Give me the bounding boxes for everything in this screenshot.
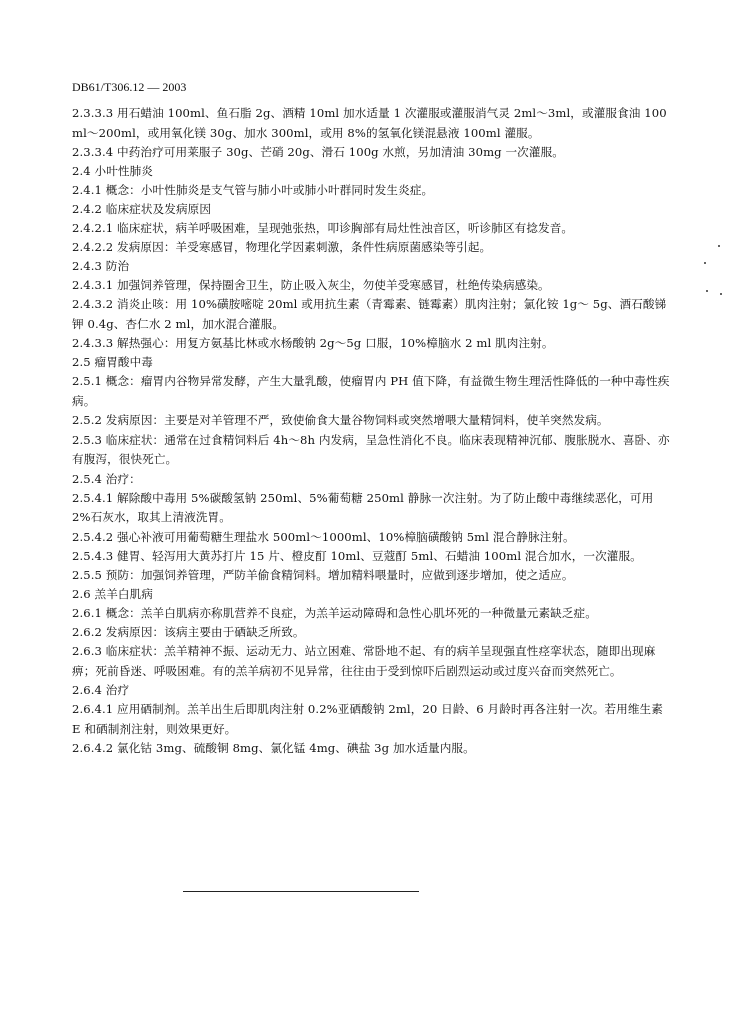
para-2-4-1: 2.4.1 概念：小叶性肺炎是支气管与肺小叶或肺小叶群同时发生炎症。	[72, 183, 434, 197]
para-2-5-4-1: 2.5.4.1 解除酸中毒用 5%碳酸氢钠 250ml、5%葡萄糖 250ml 静脉一次注射。为了防止酸中毒继续恶化，可用 2%石灰水，取其上清液洗胃。	[72, 490, 654, 524]
para-2-4-3-2: 2.4.3.2 消炎止咳：用 10%磺胺嘧啶 20ml 或用抗生素（青霉素、链霉素）肌肉注射；氯化铵 1g～ 5g、酒石酸锑钾 0.4g、杏仁水 2 ml，加水混合灌服。	[72, 297, 667, 331]
para-2-5-2: 2.5.2 发病原因：主要是对羊管理不严，致使偷食大量谷物饲料或突然增喂大量精饲料，使羊突然发病。	[72, 413, 609, 427]
standard-header: DB61/T306.12 — 2003	[72, 80, 187, 94]
heading-2-4-2: 2.4.2 临床症状及发病原因	[72, 202, 212, 216]
para-2-3-3-3: 2.3.3.3 用石蜡油 100ml、鱼石脂 2g、酒精 10ml 加水适量 1 次灌服或灌服消气灵 2ml～3ml，或灌服食油 100ml～200ml，或用氧化镁 30g、加水 300ml，或用 8%的氢氧化镁混悬液 100ml 灌服。	[72, 106, 667, 140]
scan-speck	[718, 245, 720, 247]
para-2-4-3-1: 2.4.3.1 加强饲养管理，保持圈舍卫生，防止吸入灰尘，勿使羊受寒感冒，杜绝传染病感染。	[72, 278, 550, 292]
scan-speck	[706, 290, 708, 292]
para-2-6-1: 2.6.1 概念：羔羊白肌病亦称肌营养不良症，为羔羊运动障碍和急性心肌坏死的一种微量元素缺乏症。	[72, 606, 597, 620]
heading-2-5-4: 2.5.4 治疗：	[72, 471, 141, 486]
para-2-3-3-4: 2.3.3.4 中药治疗可用莱服子 30g、芒硝 20g、滑石 100g 水煎，另加清油 30mg 一次灌服。	[72, 145, 564, 159]
para-2-5-1: 2.5.1 概念：瘤胃内谷物异常发酵，产生大量乳酸，使瘤胃内 PH 值下降，有益微生物生理活性降低的一种中毒性疾病。	[72, 374, 670, 408]
para-2-4-3-3: 2.4.3.3 解热强心：用复方氨基比林或水杨酸钠 2g～5g 口服，10%樟脑水 2 ml 肌肉注射。	[72, 336, 554, 350]
heading-2-6: 2.6 羔羊白肌病	[72, 587, 153, 601]
para-2-6-3: 2.6.3 临床症状：羔羊精神不振、运动无力、站立困难、常卧地不起、有的病羊呈现强直性痉挛状态，随即出现麻痹；死前昏迷、呼吸困难。有的羔羊病初不见异常，往往由于受到惊吓后剧烈运动或过度兴奋而突然死亡。	[72, 644, 656, 678]
heading-2-6-4: 2.6.4 治疗	[72, 683, 130, 697]
footer-rule	[183, 891, 419, 892]
scan-speck	[704, 262, 706, 264]
para-2-5-3: 2.5.3 临床症状：通常在过食精饲料后 4h～8h 内发病，呈急性消化不良。临床表现精神沉郁、腹胀脱水、喜卧、亦有腹泻，很快死亡。	[72, 432, 670, 466]
para-2-6-4-2: 2.6.4.2 氯化钴 3mg、硫酸铜 8mg、氯化锰 4mg、碘盐 3g 加水适量内服。	[72, 741, 475, 755]
para-2-6-4-1: 2.6.4.1 应用硒制剂。羔羊出生后即肌肉注射 0.2%亚硒酸钠 2ml，20 日龄、6 月龄时再各注射一次。若用维生素 E 和硒制剂注射，则效果更好。	[72, 702, 663, 736]
para-2-4-2-1: 2.4.2.1 临床症状，病羊呼吸困难，呈现弛张热，叩诊胸部有局灶性浊音区，听诊肺区有捻发音。	[72, 221, 574, 235]
para-2-5-5: 2.5.5 预防：加强饲养管理，严防羊偷食精饲料。增加精料喂量时，应做到逐步增加，使之适应。	[72, 568, 574, 582]
para-2-4-2-2: 2.4.2.2 发病原因：羊受寒感冒，物理化学因素刺激，条件性病原菌感染等引起。	[72, 240, 492, 254]
para-2-5-4-3: 2.5.4.3 健胃、轻泻用大黄苏打片 15 片、橙皮酊 10ml、豆蔻酊 5ml、石蜡油 100ml 混合加水，一次灌服。	[72, 548, 642, 563]
para-2-5-4-2: 2.5.4.2 强心补液可用葡萄糖生理盐水 500ml～1000ml、10%樟脑磺酸钠 5ml 混合静脉注射。	[72, 529, 575, 544]
document-body	[72, 104, 672, 758]
heading-2-4: 2.4 小叶性肺炎	[72, 164, 153, 178]
heading-2-5: 2.5 瘤胃酸中毒	[72, 355, 153, 369]
scan-speck	[720, 293, 722, 295]
heading-2-4-3: 2.4.3 防治	[72, 259, 130, 273]
para-2-6-2: 2.6.2 发病原因：该病主要由于硒缺乏所致。	[72, 625, 305, 639]
